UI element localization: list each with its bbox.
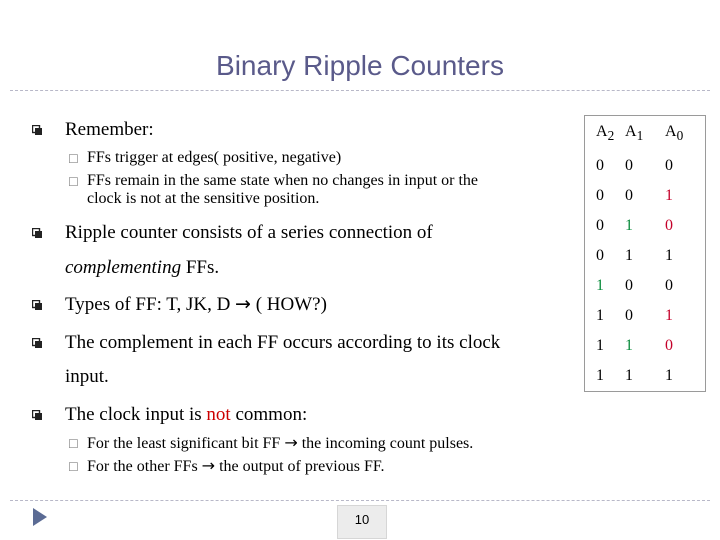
- bullet-text: Remember:: [65, 119, 154, 140]
- table-cell: 1: [596, 307, 604, 324]
- table-cell: 1: [596, 367, 604, 384]
- table-cell: 0: [665, 277, 673, 294]
- counter-state-table: [584, 115, 706, 392]
- q-square-bullet-icon: [32, 228, 42, 238]
- table-cell: 1: [665, 307, 673, 324]
- italic-term: complementing: [65, 257, 182, 278]
- table-row: [585, 361, 706, 392]
- table-cell: 0: [625, 187, 633, 204]
- sub-bullet-other: [68, 456, 385, 476]
- table-row: [585, 331, 706, 361]
- bullet-text: ( HOW?): [250, 294, 327, 315]
- table-cell: 0: [625, 307, 633, 324]
- right-arrow-icon: →: [201, 456, 216, 475]
- q-square-bullet-icon: [32, 300, 42, 310]
- table-header-row: [585, 116, 706, 152]
- sub-bullet-edges: [68, 149, 342, 167]
- bullet-ripple-cont: [65, 256, 219, 279]
- table-cell: 0: [596, 217, 604, 234]
- column-header-a2: $A_2$: [596, 122, 615, 144]
- table-cell: 1: [665, 247, 673, 264]
- table-cell: 1: [596, 277, 604, 294]
- table-cell: 1: [625, 217, 633, 234]
- sub-bullet-text: the output of previous FF.: [215, 458, 385, 475]
- checkbox-icon: ☐: [68, 437, 79, 451]
- table-row: [585, 301, 706, 331]
- table-cell: 1: [625, 337, 633, 354]
- checkbox-icon: ☐: [68, 460, 79, 474]
- bullet-text: Ripple counter consists of a series connection of: [65, 222, 433, 243]
- right-arrow-icon: →: [284, 433, 298, 452]
- title-divider: [10, 90, 710, 91]
- bullet-text: FFs.: [181, 257, 220, 278]
- sub-bullet-text-cont: clock is not at the sensitive position.: [87, 190, 320, 207]
- bullet-types: [65, 293, 327, 316]
- sub-bullet-lsb: [68, 433, 474, 453]
- checkbox-icon: ☐: [68, 152, 79, 166]
- page-number: 10: [337, 505, 387, 539]
- q-square-bullet-icon: [32, 338, 42, 348]
- bullet-complement-cont: [65, 365, 109, 388]
- table-cell: 1: [665, 187, 673, 204]
- table-row: [585, 151, 706, 181]
- nav-triangle-icon[interactable]: [33, 508, 47, 526]
- sub-bullet-text: FFs remain in the same state when no changes in input or the: [87, 172, 479, 189]
- table-cell: 0: [625, 277, 633, 294]
- table-cell: 0: [596, 157, 604, 174]
- emphasis-not: not: [206, 404, 231, 425]
- sub-bullet-text: For the least significant bit FF: [87, 435, 285, 452]
- sub-bullet-text: For the other FFs: [87, 458, 202, 475]
- table-row: [585, 271, 706, 301]
- table-cell: 0: [596, 187, 604, 204]
- bullet-text: input.: [65, 366, 109, 387]
- bullet-text: The complement in each FF occurs according to its clock: [65, 332, 501, 353]
- checkbox-icon: ☐: [68, 175, 79, 189]
- table-cell: 1: [596, 337, 604, 354]
- bullet-clock: [65, 403, 307, 426]
- column-header-a1: $A_1$: [625, 122, 644, 144]
- table-row: [585, 211, 706, 241]
- q-square-bullet-icon: [32, 125, 42, 135]
- bullet-ripple: [65, 221, 433, 244]
- bullet-complement: [65, 331, 500, 354]
- table-row: [585, 241, 706, 271]
- table-cell: 0: [596, 247, 604, 264]
- right-arrow-icon: →: [235, 293, 251, 315]
- table-cell: 0: [665, 337, 673, 354]
- footer-divider: [10, 500, 710, 501]
- table-cell: 0: [625, 157, 633, 174]
- table-cell: 1: [625, 367, 633, 384]
- bullet-text: The clock input is: [65, 404, 207, 425]
- sub-bullet-text: the incoming count pulses.: [297, 435, 474, 452]
- table-cell: 1: [665, 367, 673, 384]
- bullet-text: common:: [230, 404, 308, 425]
- column-header-a0: $A_0$: [665, 122, 684, 144]
- bullet-text: Types of FF: T, JK, D: [65, 294, 236, 315]
- table-cell: 0: [665, 157, 673, 174]
- sub-bullet-state: [68, 172, 479, 208]
- q-square-bullet-icon: [32, 410, 42, 420]
- table-cell: 0: [665, 217, 673, 234]
- table-row: [585, 181, 706, 211]
- bullet-remember: [65, 118, 154, 141]
- table-cell: 1: [625, 247, 633, 264]
- sub-bullet-text: FFs trigger at edges( positive, negative): [87, 149, 342, 166]
- slide-title: Binary Ripple Counters: [216, 50, 504, 81]
